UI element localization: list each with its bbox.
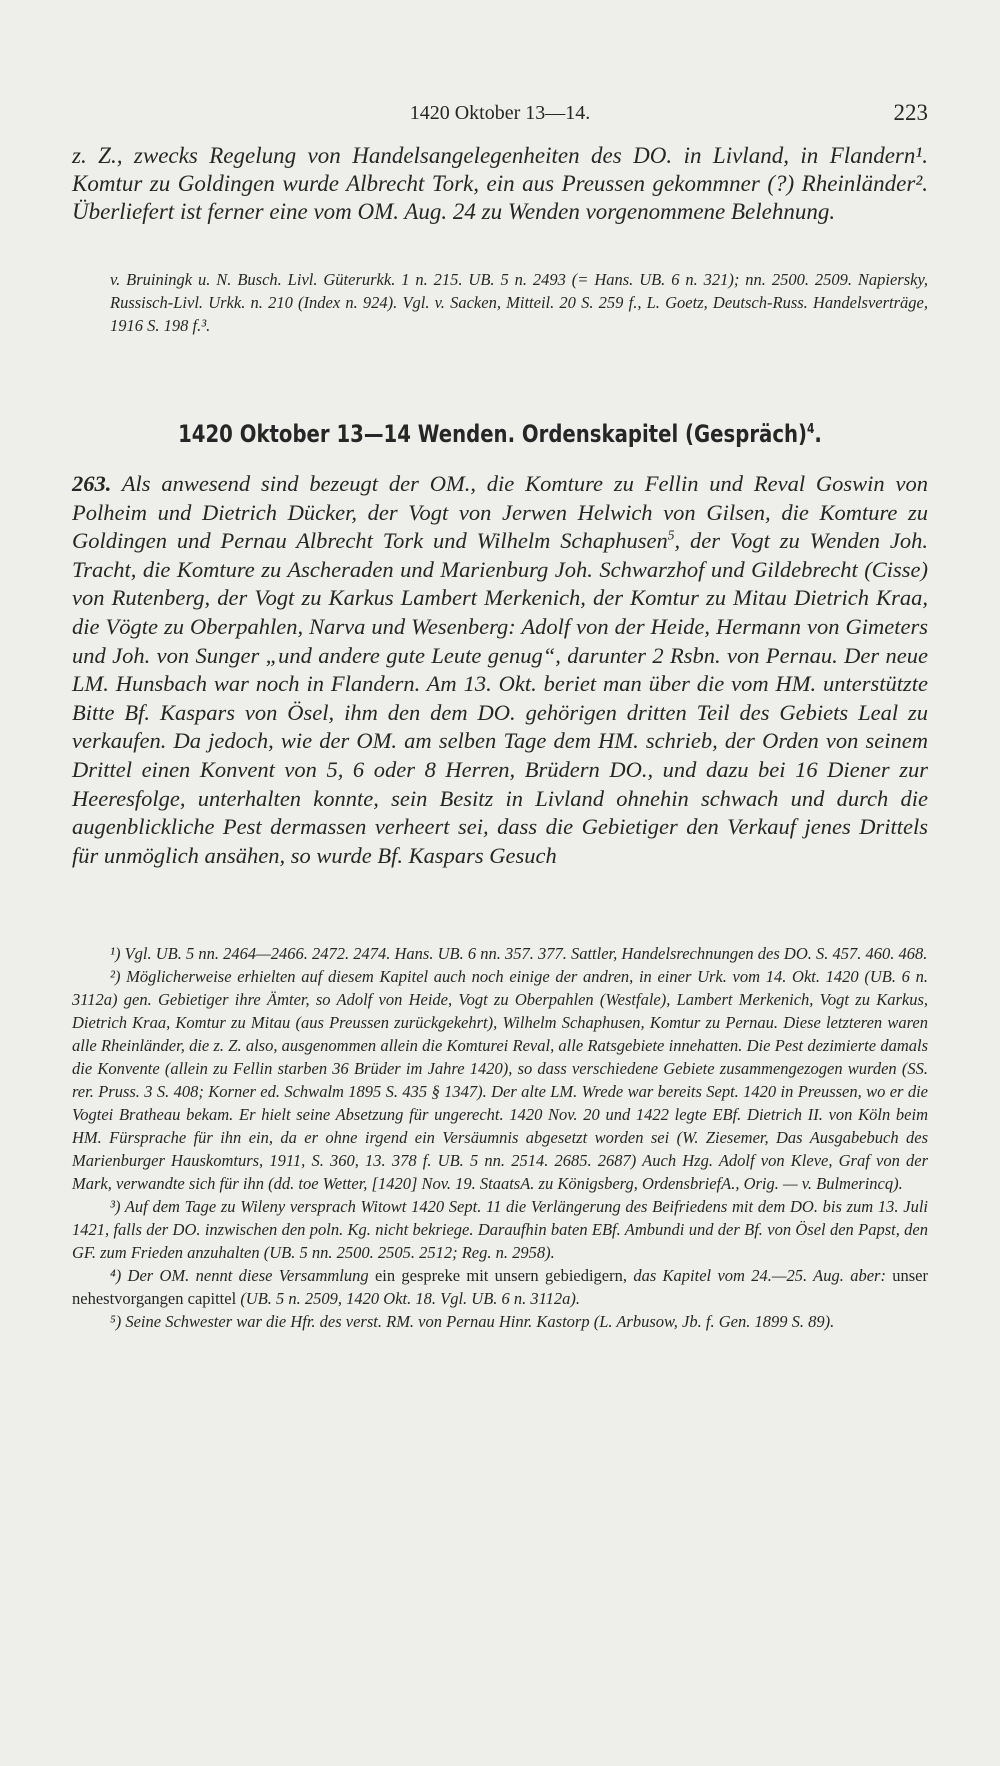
entry-note-marker: 5 bbox=[667, 527, 675, 543]
section-heading-end: . bbox=[814, 420, 822, 448]
footnote-2: ²) Möglicherweise erhielten auf diesem Kapitel auch noch einige der andren, in einer Urk. vom 14. Okt. 1420 (UB. 6 n. 3112a) gen. Gebietiger ihre Ämter, so Adolf von Heide, Vogt zu Oberpahlen (Westfale), Lambert Merkenich, Vogt zu Karkus, Dietrich Kraa, Komtur zu Mitau (aus Preussen zurückgekehrt), Wilhelm Schaphusen, Komtur zu Pernau. Diese letzteren waren alle Rheinländer, die z. Z. also, ausgenommen allein die Komturei Reval, alle Ratsgebiete innehatten. Die Pest dezimierte damals die Konvente (allein zu Fellin starben 36 Brüder im Jahre 1420), so dass verschiedene Gebiete zusammengezogen wurden (SS. rer. Pruss. 3 S. 408; Korner ed. Schwalm 1895 S. 435 § 1347). Der alte LM. Wrede war bereits Sept. 1420 in Preussen, wo er die Vogtei Bratheau bekam. Er hielt seine Absetzung für ungerecht. 1420 Nov. 20 und 1422 legte EBf. Dietrich II. von Köln beim HM. Fürsprache für ihn ein, da er ohne irgend ein Versäumnis abgesetzt worden sei (W. Ziesemer, Das Ausgabebuch des Marienburger Hauskomturs, 1911, S. 360, 13. 378 f. UB. 5 nn. 2514. 2685. 2687) Auch Hzg. Adolf von Kleve, Graf von der Mark, verwandte sich für ihn (dd. toe Wetter, [1420] Nov. 19. StaatsA. zu Königsberg, OrdensbriefA., Orig. — v. Bulmerincq). bbox=[72, 967, 928, 1193]
footnote-4-part-e: (UB. 5 n. 2509, 1420 Okt. 18. Vgl. UB. 6 n. 3112a). bbox=[240, 1289, 581, 1308]
footnote-3: ³) Auf dem Tage zu Wileny versprach Witowt 1420 Sept. 11 die Verlängerung des Beifriedens mit dem DO. bis zum 13. Juli 1421, falls der DO. inzwischen den poln. Kg. nicht bekriege. Daraufhin baten EBf. Ambundi und der Bf. von Ösel den Papst, den GF. zum Frieden anzuhalten (UB. 5 nn. 2500. 2505. 2512; Reg. n. 2958). bbox=[72, 1197, 928, 1262]
footnote-4-part-c: das Kapitel vom 24.—25. Aug. aber: bbox=[633, 1266, 886, 1285]
running-head bbox=[72, 100, 928, 130]
footnote-1: ¹) Vgl. UB. 5 nn. 2464—2466. 2472. 2474. Hans. UB. 6 nn. 357. 377. Sattler, Handelsrechnungen des DO. S. 457. 460. 468. bbox=[110, 944, 928, 963]
entry-paragraph bbox=[72, 470, 928, 870]
section-heading bbox=[149, 420, 851, 448]
entry-text-part1: Als anwesend sind bezeugt der OM., die Komture zu Fellin und Reval Goswin von Polheim und Dietrich Dücker, der Vogt von Jerwen Helwich von Gilsen, die Komture zu Goldingen und Pernau Albrecht Tork und Wilhelm Schaphusen bbox=[72, 471, 929, 554]
page-number: 223 bbox=[893, 100, 928, 125]
footnote-4-quote-1: ein gespreke mit unsern gebiedigern, bbox=[374, 1266, 627, 1285]
footnote-4 bbox=[72, 1264, 928, 1310]
footnote-4-part-a: ⁴) Der OM. nennt diese Versammlung bbox=[110, 1266, 369, 1285]
intro-paragraph: z. Z., zwecks Regelung von Handelsangelegenheiten des DO. in Livland, in Flandern¹. Komtur zu Goldingen wurde Albrecht Tork, ein aus Preussen gekommner (?) Rheinländer². Überliefert ist ferner eine vom OM. Aug. 24 zu Wenden vorgenommene Belehnung. bbox=[72, 143, 928, 224]
entry-text-part2: , der Vogt zu Wenden Joh. Tracht, die Komture zu Ascheraden und Marienburg Joh. Schwarzhof und Gildebrecht (Cisse) von Rutenberg, der Vogt zu Karkus Lambert Merkenich, der Komtur zu Mitau Dietrich Kraa, die Vögte zu Oberpahlen, Narva und Wesenberg: Adolf von der Heide, Hermann von Gimeters und Joh. von Sunger „und andere gute Leute genug“, darunter 2 Rsbn. von Pernau. Der neue LM. Hunsbach war noch in Flandern. Am 13. Okt. beriet man über die vom HM. unterstützte Bitte Bf. Kaspars von Ösel, ihm den dem DO. gehörigen dritten Teil des Gebiets Leal zu verkaufen. Da jedoch, wie der OM. am selben Tage dem HM. schrieb, der Orden von seinem Drittel einen Konvent von 5, 6 oder 8 Herren, Brüdern DO., und dazu bei 16 Diener zur Heeresfolge, unterhalten konnte, sein Besitz in Livland ohnehin schwach und durch die augenblickliche Pest dermassen verheert sei, dass die Gebietiger den Verkauf jenes Drittels für unmöglich ansähen, so wurde Bf. Kaspars Gesuch bbox=[72, 528, 929, 868]
footnotes bbox=[72, 942, 928, 1333]
running-head-title: 1420 Oktober 13—14. bbox=[409, 102, 591, 124]
section-heading-note-marker: 4 bbox=[807, 422, 815, 437]
footnote-5: ⁵) Seine Schwester war die Hfr. des verst. RM. von Pernau Hinr. Kastorp (L. Arbusow, Jb. f. Gen. 1899 S. 89). bbox=[110, 1312, 835, 1331]
references-paragraph: v. Bruiningk u. N. Busch. Livl. Güterurkk. 1 n. 215. UB. 5 n. 2493 (= Hans. UB. 6 n. 321); nn. 2500. 2509. Napiersky, Russisch-Livl. Urkk. n. 210 (Index n. 924). Vgl. v. Sacken, Mitteil. 20 S. 259 f., L. Goetz, Deutsch-Russ. Handelsverträge, 1916 S. 198 f.³. bbox=[110, 270, 928, 335]
entry-number: 263. bbox=[72, 471, 112, 496]
footnote-4-quote-2: unser nehestvorgangen capittel bbox=[72, 1266, 928, 1308]
section-heading-text: 1420 Oktober 13—14 Wenden. Ordenskapitel (Gespräch) bbox=[178, 420, 808, 448]
